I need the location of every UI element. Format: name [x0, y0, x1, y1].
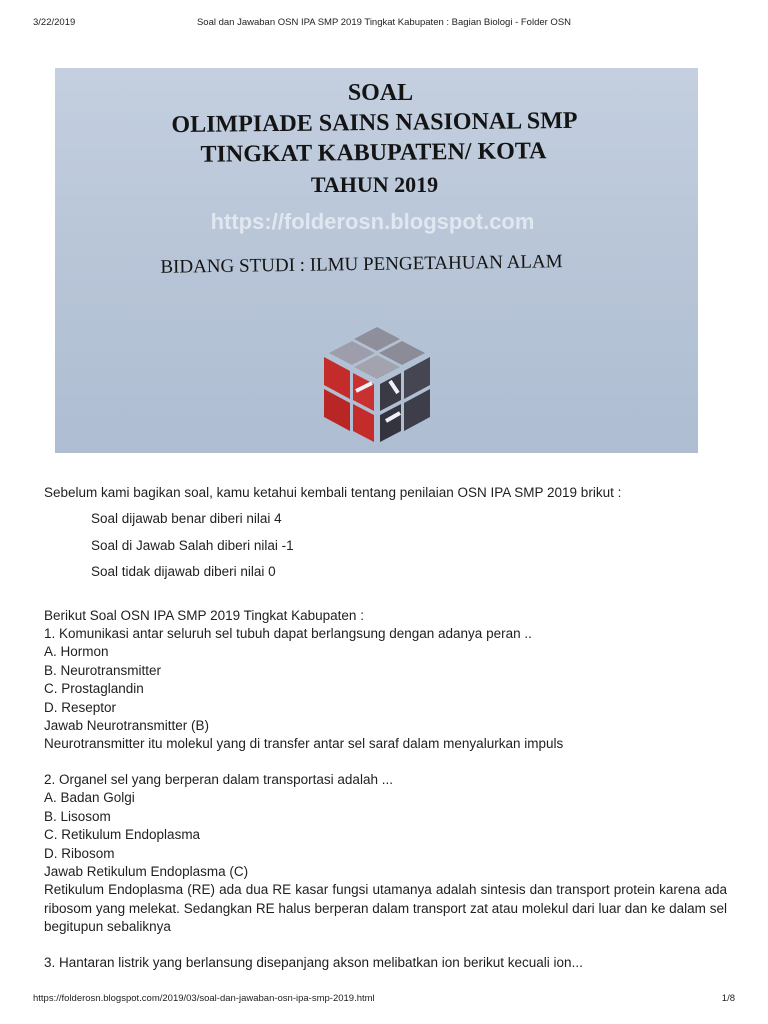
question-2: 2. Organel sel yang berperan dalam transportasi adalah ... — [44, 771, 393, 787]
answer-option: B. Lisosom — [44, 808, 111, 824]
section-title: Berikut Soal OSN IPA SMP 2019 Tingkat Kabupaten : — [44, 607, 364, 623]
scoring-rule: Soal di Jawab Salah diberi nilai -1 — [91, 537, 294, 553]
cover-watermark: https://folderosn.blogspot.com — [210, 209, 535, 234]
question-1-explanation: Neurotransmitter itu molekul yang di transfer antar sel saraf dalam menyalurkan impuls — [44, 736, 564, 752]
question-3: 3. Hantaran listrik yang berlansung disepanjang akson melibatkan ion berikut kecuali ion... — [44, 954, 583, 970]
question-2-answer: Jawab Retikulum Endoplasma (C) — [44, 863, 249, 879]
answer-option: C. Retikulum Endoplasma — [44, 827, 201, 843]
question-1-answer: Jawab Neurotransmitter (B) — [44, 718, 210, 734]
scoring-rule: Soal dijawab benar diberi nilai 4 — [91, 511, 282, 527]
print-page-title: Soal dan Jawaban OSN IPA SMP 2019 Tingkat Kabupaten : Bagian Biologi - Folder OSN — [196, 17, 572, 28]
scoring-rule: Soal tidak dijawab diberi nilai 0 — [91, 564, 276, 580]
cube-logo-icon — [312, 321, 442, 446]
answer-option: A. Badan Golgi — [44, 790, 135, 806]
intro-text: Sebelum kami bagikan soal, kamu ketahui kembali tentang penilaian OSN IPA SMP 2019 brikut : — [44, 485, 622, 500]
cover-title-olimpiade: OLIMPIADE SAINS NASIONAL SMP — [171, 107, 578, 139]
question-1: 1. Komunikasi antar seluruh sel tubuh dapat berlangsung dengan adanya peran .. — [44, 626, 532, 642]
print-date: 3/22/2019 — [33, 17, 76, 28]
cover-image — [55, 68, 698, 453]
print-footer — [33, 993, 735, 1007]
cover-title-soal: SOAL — [347, 80, 414, 106]
article-content — [44, 484, 727, 972]
cover-subject: BIDANG STUDI : ILMU PENGETAHUAN ALAM — [160, 251, 563, 278]
answer-option: C. Prostaglandin — [44, 681, 144, 697]
page-url[interactable]: https://folderosn.blogspot.com/2019/03/soal-dan-jawaban-osn-ipa-smp-2019.html — [33, 993, 375, 1004]
answer-option: D. Reseptor — [44, 699, 117, 715]
cover-title-tingkat: TINGKAT KABUPATEN/ KOTA — [200, 138, 547, 168]
answer-option: B. Neurotransmitter — [44, 662, 162, 678]
answer-option: A. Hormon — [44, 644, 109, 660]
cover-title-tahun: TAHUN 2019 — [310, 172, 439, 197]
page-number: 1/8 — [721, 993, 735, 1004]
print-header — [33, 17, 735, 31]
question-2-explanation: Retikulum Endoplasma (RE) ada dua RE kasar fungsi utamanya adalah sintesis dan transport protein karena ada ribosom yang melekat. Sedangkan RE halus berperan dalam transport zat atau molekul dari luar dan ke dalam sel begitupun sebaliknya — [44, 882, 727, 935]
answer-option: D. Ribosom — [44, 845, 115, 861]
